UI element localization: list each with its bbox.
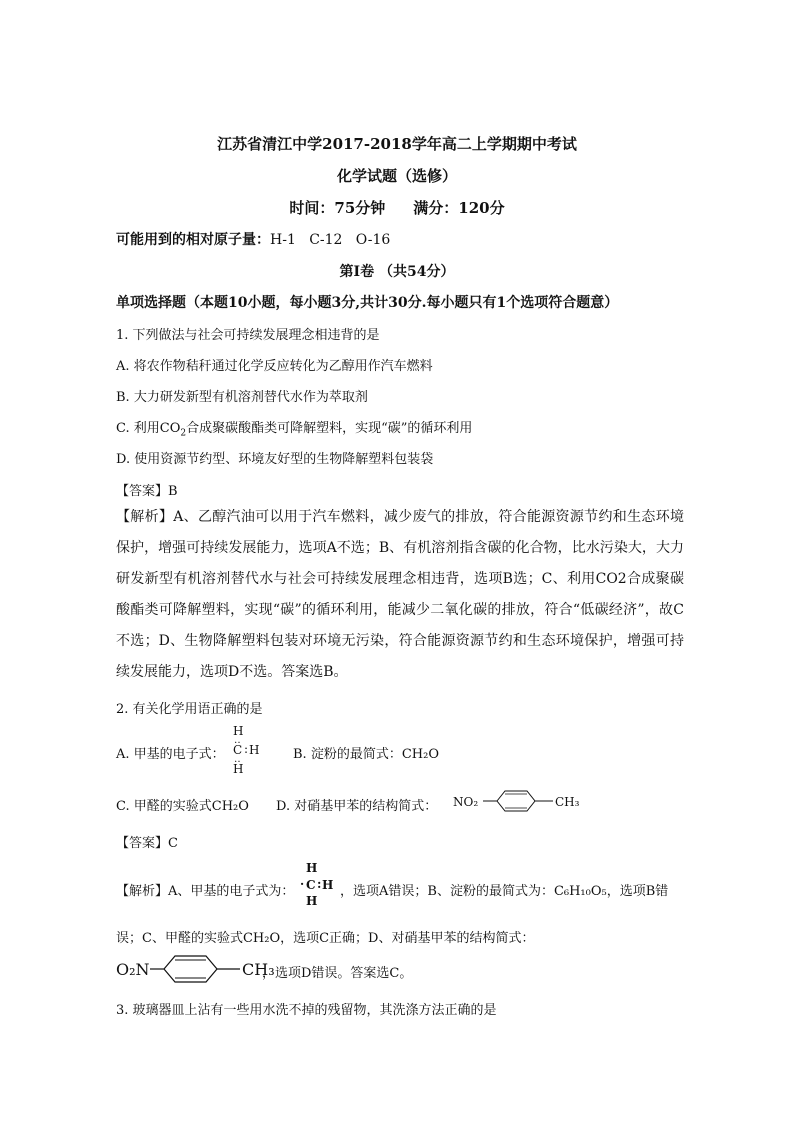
q1-option-c-prefix: C. 利用CO [116,421,181,436]
atomic-masses-values: H-1 C-12 O-16 [270,232,391,248]
methyl-electron-formula-bold [300,861,340,913]
o2n-label: O₂N [116,960,150,979]
q1-answer: 【答案】B [116,484,178,499]
bold-electron-left: · [300,877,305,891]
exam-title: 江苏省清江中学2017-2018学年高二上学期期中考试 [217,135,577,153]
volume-title: 第Ⅰ卷 （共54分） [339,264,455,280]
q2-option-d: D. 对硝基甲苯的结构简式： [276,799,438,814]
benzene-ring-small-icon [483,789,555,813]
bold-formula-h-top: H [306,861,318,875]
q1-option-d: D. 使用资源节约型、环境友好型的生物降解塑料包装袋 [116,452,434,467]
q1-option-c-suffix: 合成聚碳酸酯类可降解塑料，实现“碳”的循环利用 [186,421,473,436]
time-label: 时间：75分钟 [289,199,386,217]
score-label: 满分：120分 [413,199,505,217]
atomic-masses [116,229,390,249]
methyl-electron-formula [229,724,269,780]
q1-option-a: A. 将农作物秸秆通过化学反应转化为乙醇用作汽车燃料 [116,359,433,374]
electron-pair-bottom: ‥ [234,754,241,765]
q2-analysis-line2: 误；C、甲醛的实验式CH₂O，选项C正确；D、对硝基甲苯的结构简式： [116,931,535,946]
q2-analysis-line1-start: 【解析】A、甲基的电子式为： [116,884,295,899]
benzene-ring-large-icon [150,954,242,984]
q2-option-b: B. 淀粉的最简式：CH₂O [293,747,439,762]
q2-analysis-line3: ，选项D错误。答案选C。 [262,966,413,981]
section-header: 单项选择题（本题10小题，每小题3分,共计30分.每小题只有1个选项符合题意） [116,295,619,311]
q2-option-c: C. 甲醛的实验式CH₂O [116,799,249,814]
q2-option-a: A. 甲基的电子式： [116,747,225,762]
q2-stem: 2. 有关化学用语正确的是 [116,702,263,717]
electron-formula-h-top: H [233,724,244,738]
q1-option-c-subscript: 2 [180,428,187,439]
q1-option-c [116,417,472,439]
q1-stem: 1. 下列做法与社会可持续发展理念相违背的是 [116,328,380,343]
electron-pair-right: : [244,742,249,756]
q2-answer: 【答案】C [116,836,178,851]
electron-formula-h-right: H [249,743,260,757]
exam-subtitle: 化学试题（选修） [336,167,457,185]
bold-electron-pair-right: : [317,877,322,891]
q1-option-b: B. 大力研发新型有机溶剂替代水作为萃取剂 [116,390,368,405]
atomic-masses-label: 可能用到的相对原子量： [116,232,270,248]
q1-analysis: 【解析】A、乙醇汽油可以用于汽车燃料，减少废气的排放，符合能源资源节约和生态环境保护，增强可持续发展能力，选项A不选；B、有机溶剂指含碳的化合物，比水污染大，大力研发新型有机溶剂替代水与社会可持续发展理念相违背，选项B选；C、利用CO2合成聚碳酸酯类可降解塑料，实现“碳”的循环利用，能减少二氧化碳的排放，符合“低碳经济”，故C不选；D、生物降解塑料包装对环境无污染，符合能源资源节约和生态环境保护，增强可持续发展能力，选项D不选。答案选B。 [116,509,684,680]
ch3-large-label: CH₃ [242,960,275,979]
electron-formula-h-bottom: H [233,762,244,776]
electron-pair-top: ‥ [234,735,241,746]
q3-stem: 3. 玻璃器皿上沾有一些用水洗不掉的残留物，其洗涤方法正确的是 [116,1003,497,1018]
bold-formula-h-right: H [322,878,334,892]
methyl-group-label: CH₃ [555,795,580,809]
bold-formula-c: C [306,878,316,892]
exam-meta [0,197,794,218]
nitro-group-label: NO₂ [453,795,479,809]
q2-analysis-line1-end: ，选项A错误；B、淀粉的最简式为：C₆H₁₀O₅，选项B错 [340,884,669,899]
bold-formula-h-bottom: H [306,894,318,908]
electron-formula-c: C [233,743,243,757]
